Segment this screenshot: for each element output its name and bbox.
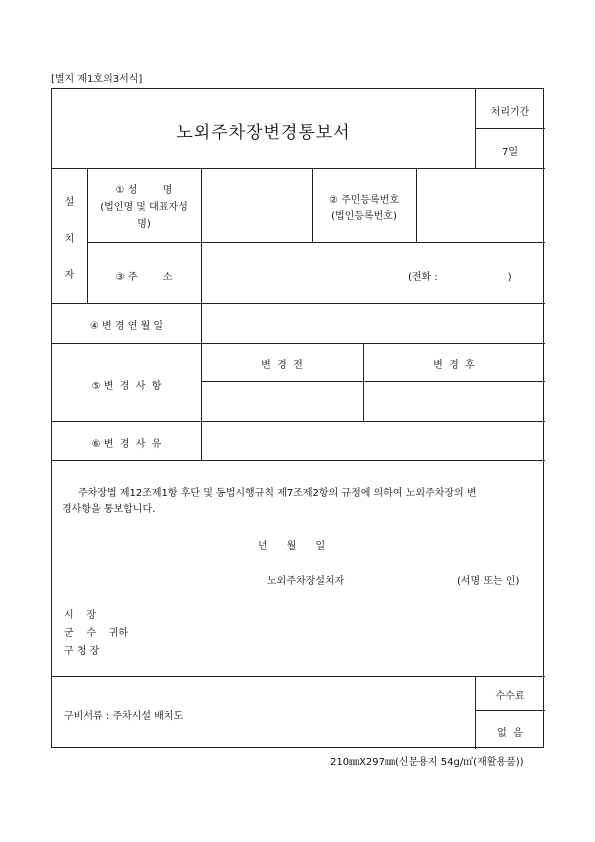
change-reason-label: ⑥ 변 경 사 유 — [91, 439, 162, 450]
installer-section-char: 설 — [64, 197, 75, 208]
signer-label: 노외주차장설치자 — [267, 576, 345, 587]
recipient: 구 청 장 — [64, 646, 100, 657]
phone-label: (전화 : ) — [408, 272, 512, 283]
divider — [52, 343, 545, 344]
statement-text: 경사항을 통보합니다. — [62, 504, 156, 515]
fee-label: 수수료 — [495, 691, 525, 702]
form-frame — [51, 88, 544, 748]
required-documents: 구비서류 : 주차시설 배치도 — [64, 711, 184, 722]
date-line: 년 월 일 — [258, 541, 326, 552]
divider — [475, 710, 545, 711]
divider — [52, 421, 545, 422]
recipient: 시 장 — [64, 610, 97, 621]
installer-section-char: 자 — [64, 270, 75, 281]
after-change-header: 변 경 후 — [433, 360, 475, 371]
divider — [363, 343, 364, 422]
divider — [416, 168, 417, 243]
installer-section-char: 치 — [64, 234, 75, 245]
change-date-label: ④ 변 경 연 월 일 — [89, 321, 164, 332]
address-label: ③ 주 소 — [115, 272, 173, 283]
paper-spec-note: 210㎜X297㎜(신문용지 54g/㎡(재활용품)) — [330, 757, 524, 768]
processing-period-label: 처리기간 — [490, 107, 530, 118]
statement-text: 주차장법 제12조제1항 후단 및 동법시행규칙 제7조제2항의 규정에 의하여 노외주차장의 변 — [78, 488, 477, 499]
name-label: 명) — [137, 219, 151, 230]
processing-period-value: 7일 — [501, 147, 519, 158]
form-number: [별지 제1호의3서식] — [51, 74, 143, 85]
recipient: 군 수 귀하 — [64, 628, 129, 639]
resident-number-label: ② 주민등록번호 — [328, 195, 400, 206]
divider — [201, 168, 202, 461]
divider — [87, 242, 545, 243]
name-label: (법인명 및 대표자성 — [100, 202, 188, 213]
divider — [52, 676, 545, 677]
name-label: ① 성 명 — [115, 185, 173, 196]
form-title: 노외주차장변경통보서 — [176, 123, 351, 143]
signature-label: (서명 또는 인) — [457, 576, 520, 587]
divider — [52, 168, 545, 169]
divider — [52, 303, 545, 304]
divider — [52, 460, 545, 461]
divider — [201, 381, 545, 382]
resident-number-label: (법인등록번호) — [331, 211, 397, 222]
before-change-header: 변 경 전 — [261, 360, 303, 371]
fee-value: 없 음 — [497, 728, 523, 739]
divider — [475, 128, 545, 129]
change-items-label: ⑤ 변 경 사 항 — [91, 381, 162, 392]
